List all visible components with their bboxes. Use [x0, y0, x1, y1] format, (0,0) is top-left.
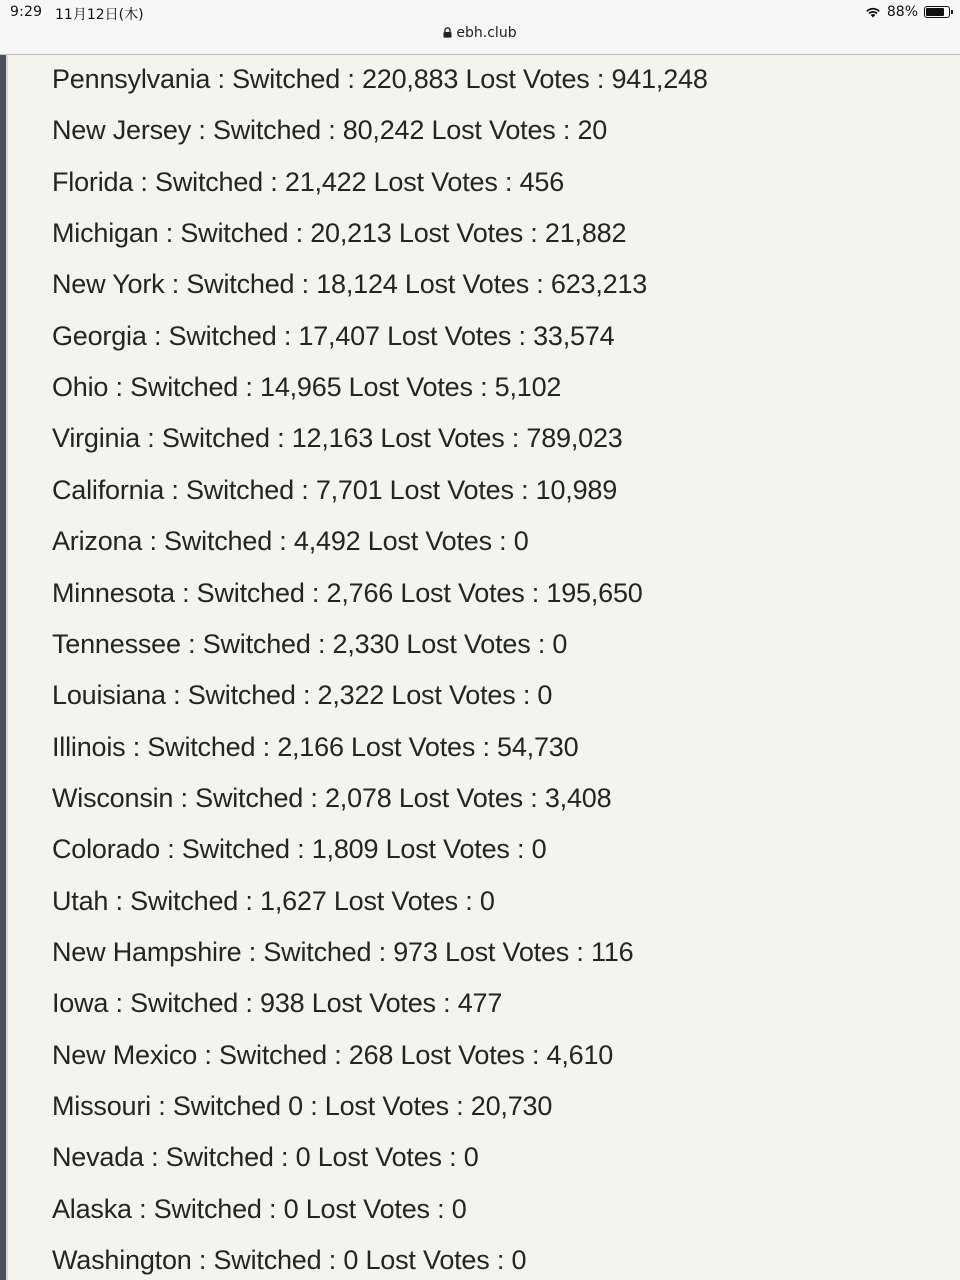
list-item: Michigan : Switched : 20,213 Lost Votes : 21,882 — [52, 218, 627, 249]
list-item: Minnesota : Switched : 2,766 Lost Votes : 195,650 — [52, 577, 643, 608]
url-display[interactable] — [0, 26, 960, 41]
list-item: California : Switched : 7,701 Lost Votes : 10,989 — [52, 474, 618, 505]
list-item: Pennsylvania : Switched : 220,883 Lost Votes : 941,248 — [52, 64, 708, 94]
status-indicators — [865, 4, 950, 20]
lock-icon — [443, 27, 452, 41]
list-item: Tennessee : Switched : 2,330 Lost Votes : 0 — [52, 628, 568, 659]
list-item: Iowa : Switched : 938 Lost Votes : 477 — [52, 988, 503, 1019]
status-date: 11月12日(木) — [55, 7, 144, 23]
list-item: Colorado : Switched : 1,809 Lost Votes : 0 — [52, 834, 547, 865]
page-left-border-highlight — [6, 55, 8, 1280]
list-item: New York : Switched : 18,124 Lost Votes : 623,213 — [52, 269, 648, 300]
list-item: Missouri : Switched 0 : Lost Votes : 20,730 — [52, 1091, 553, 1121]
list-item: Arizona : Switched : 4,492 Lost Votes : 0 — [52, 526, 529, 557]
url-text: ebh.club — [456, 25, 517, 41]
battery-icon — [924, 6, 950, 18]
list-item: New Mexico : Switched : 268 Lost Votes : 4,610 — [52, 1039, 614, 1070]
list-item: Louisiana : Switched : 2,322 Lost Votes : 0 — [52, 680, 553, 711]
status-time: 9:29 — [10, 4, 43, 20]
battery-percentage: 88% — [886, 4, 918, 20]
list-item: New Jersey : Switched : 80,242 Lost Votes : 20 — [52, 115, 608, 146]
wifi-icon — [865, 6, 881, 18]
page-content — [0, 55, 960, 1280]
address-bar[interactable] — [0, 26, 960, 55]
battery-level — [926, 8, 944, 16]
list-item: Alaska : Switched : 0 Lost Votes : 0 — [52, 1193, 467, 1224]
status-bar — [0, 0, 960, 26]
list-item: New Hampshire : Switched : 973 Lost Votes : 116 — [52, 937, 634, 967]
list-item: Wisconsin : Switched : 2,078 Lost Votes : 3,408 — [52, 782, 612, 813]
list-item: Nevada : Switched : 0 Lost Votes : 0 — [52, 1142, 479, 1173]
list-item: Ohio : Switched : 14,965 Lost Votes : 5,102 — [52, 372, 562, 403]
list-item: Georgia : Switched : 17,407 Lost Votes : 33,574 — [52, 320, 615, 351]
list-item: Virginia : Switched : 12,163 Lost Votes : 789,023 — [52, 423, 623, 454]
list-item: Washington : Switched : 0 Lost Votes : 0 — [52, 1245, 527, 1275]
list-item: Florida : Switched : 21,422 Lost Votes : 456 — [52, 166, 565, 197]
list-item: Illinois : Switched : 2,166 Lost Votes : 54,730 — [52, 731, 579, 762]
list-item: Utah : Switched : 1,627 Lost Votes : 0 — [52, 885, 495, 916]
